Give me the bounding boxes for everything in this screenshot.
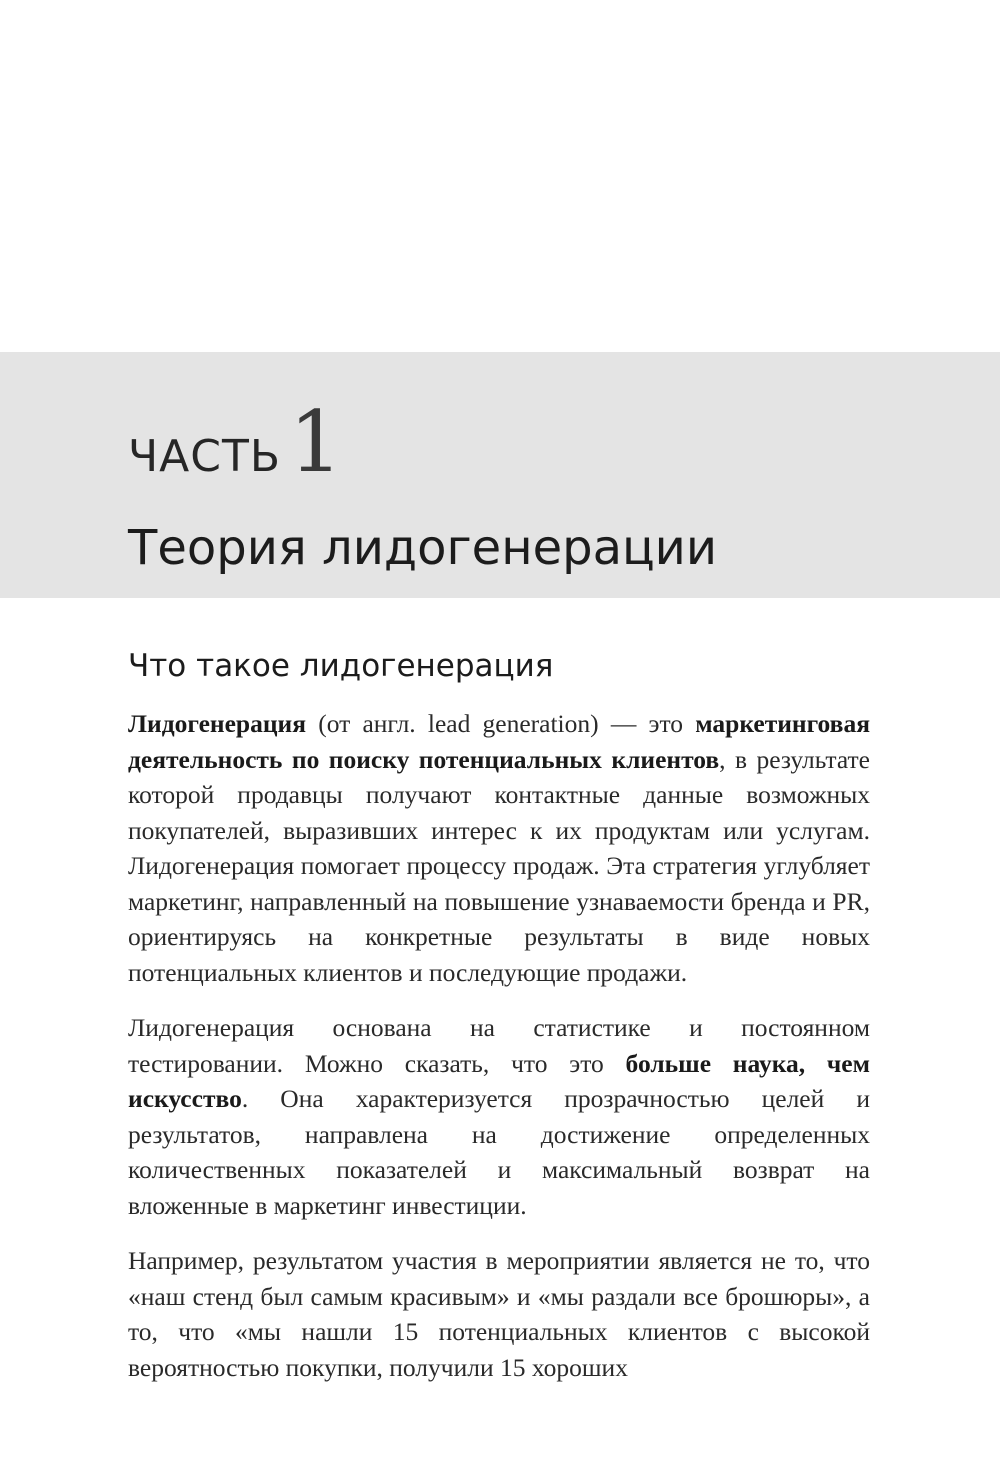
paragraph-2-emphasis: больше наука, чем искусство: [128, 1048, 870, 1113]
section-title: Что такое лидогенерация: [128, 648, 554, 684]
paragraph-2: [128, 1010, 870, 1223]
paragraph-2-text-b: . Она характеризуется прозрачностью целей и результатов, направлена на достижение определенных количественных показателей и максимальный возврат на вложенные в маркетинг инвестиции.: [128, 1084, 870, 1220]
chapter-title: Теория лидогенерации: [128, 520, 718, 576]
paragraph-2-text-a: Лидогенерация основана на статистике и постоянном тестировании. Можно сказать, что это: [128, 1013, 870, 1078]
paragraph-1-text-b: , в результате которой продавцы получают контактные данные возможных покупателей, выразивших интерес к их продуктам или услугам. Лидогенерация помогает процессу продаж. Эта стратегия углубляет маркетинг, направленный на повышение узнаваемости бренда и PR, ориентируясь на конкретные результаты в виде новых потенциальных клиентов и последующие продажи.: [128, 744, 870, 987]
term-lead-generation: Лидогенерация: [128, 709, 307, 738]
paragraph-1: [128, 706, 870, 990]
body-text: [128, 706, 870, 1405]
part-heading: [128, 393, 343, 500]
paragraph-3: Например, результатом участия в мероприятии является не то, что «наш стенд был самым красивым» и «мы раздали все брошюры», а то, что «мы нашли 15 потенциальных клиентов с высокой вероятностью покупки, получили 15 хороших: [128, 1246, 870, 1382]
part-label: ЧАСТЬ: [128, 431, 282, 482]
paragraph-1-emphasis: маркетинговая деятельность по поиску потенциальных клиентов: [128, 709, 870, 774]
part-number: 1: [289, 393, 343, 491]
paragraph-1-text-a: (от англ. lead generation) — это: [306, 709, 696, 738]
